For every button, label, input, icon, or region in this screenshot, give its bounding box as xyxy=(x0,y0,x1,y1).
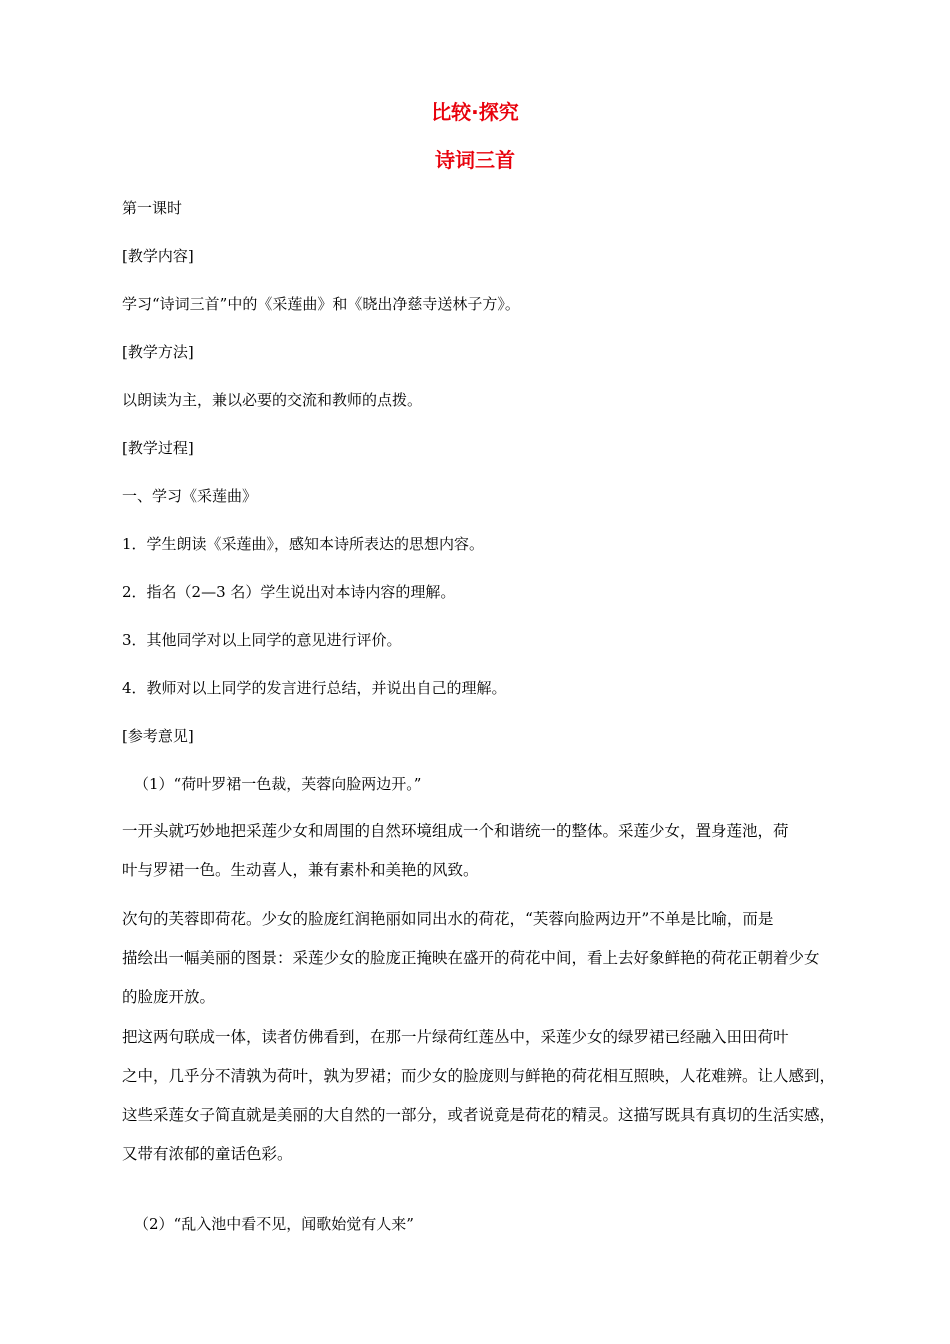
section-one-heading: 一、学习《采莲曲》 xyxy=(122,487,258,505)
paragraph-two xyxy=(122,900,844,1017)
paragraph-three xyxy=(122,1018,844,1174)
paragraph-line: 叶与罗裙一色。生动喜人，兼有素朴和美艳的风致。 xyxy=(122,861,479,879)
document-title: 比较·探究 xyxy=(431,100,519,124)
paragraph-line: 把这两句联成一体，读者仿佛看到，在那一片绿荷红莲丛中，采莲少女的绿罗裙已经融入田田荷叶 xyxy=(122,1028,789,1046)
step-item: 3．其他同学对以上同学的意见进行评价。 xyxy=(122,631,402,649)
content-text: 学习“诗词三首”中的《采莲曲》和《晓出净慈寺送林子方》。 xyxy=(122,295,520,313)
step-item: 2．指名（2—3 名）学生说出对本诗内容的理解。 xyxy=(122,583,456,601)
document-subtitle: 诗词三首 xyxy=(435,148,515,172)
process-heading: [教学过程] xyxy=(122,439,194,457)
paragraph-line: 描绘出一幅美丽的图景：采莲少女的脸庞正掩映在盛开的荷花中间，看上去好象鲜艳的荷花正朝着少女 xyxy=(122,949,820,967)
paragraph-line: 次句的芙蓉即荷花。少女的脸庞红润艳丽如同出水的荷花，“芙蓉向脸两边开”不单是比喻，而是 xyxy=(122,910,774,928)
content-heading: [教学内容] xyxy=(122,247,194,265)
lesson-label: 第一课时 xyxy=(122,199,183,217)
paragraph-one xyxy=(122,812,844,890)
method-heading: [教学方法] xyxy=(122,343,194,361)
paragraph-line: 又带有浓郁的童话色彩。 xyxy=(122,1145,293,1163)
paragraph-line: 的脸庞开放。 xyxy=(122,988,216,1006)
quote-two: （2）“乱入池中看不见，闻歌始觉有人来” xyxy=(134,1215,414,1233)
reference-heading: [参考意见] xyxy=(122,727,194,745)
step-item: 1．学生朗读《采莲曲》，感知本诗所表达的思想内容。 xyxy=(122,535,485,553)
paragraph-line: 这些采莲女子简直就是美丽的大自然的一部分，或者说竟是荷花的精灵。这描写既具有真切的生活实感， xyxy=(122,1106,836,1124)
quote-one: （1）“荷叶罗裙一色裁，芙蓉向脸两边开。” xyxy=(134,775,422,793)
paragraph-line: 之中，几乎分不清孰为荷叶，孰为罗裙；而少女的脸庞则与鲜艳的荷花相互照映，人花难辨。让人感到， xyxy=(122,1067,836,1085)
paragraph-line: 一开头就巧妙地把采莲少女和周围的自然环境组成一个和谐统一的整体。采莲少女，置身莲池，荷 xyxy=(122,822,789,840)
method-text: 以朗读为主，兼以必要的交流和教师的点拨。 xyxy=(122,391,423,409)
step-item: 4．教师对以上同学的发言进行总结，并说出自己的理解。 xyxy=(122,679,507,697)
